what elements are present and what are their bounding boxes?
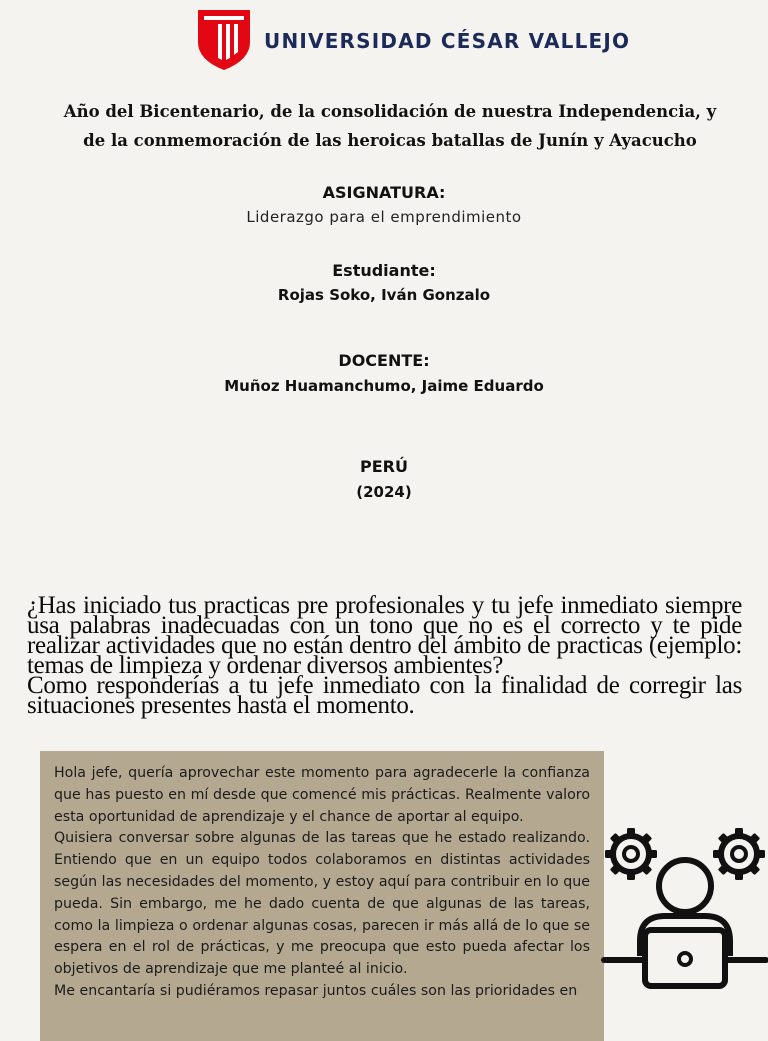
student-name: Rojas Soko, Iván Gonzalo bbox=[277, 286, 491, 304]
question-line-2: Como responderías a tu jefe inmediato con la finalidad de corregir las situaciones presentes hasta el momento. bbox=[27, 672, 742, 719]
person-laptop-gears-illustration bbox=[600, 826, 768, 1000]
ucv-shield-logo-icon bbox=[198, 8, 250, 70]
question-line-1: ¿Has iniciado tus practicas pre profesionales y tu jefe inmediato siempre usa palabras inadecuadas con un tono que no es el correcto y te pide realizar actividades que no están dentro del ámbito de practicas (ejemplo: temas de limpieza y ordenar diversos ambientes? bbox=[27, 592, 742, 679]
year-title-line-1: Año del Bicentenario, de la consolidación de nuestra Independencia, y bbox=[63, 102, 717, 121]
university-name: UNIVERSIDAD CÉSAR VALLEJO bbox=[264, 29, 631, 53]
official-year-title bbox=[20, 97, 760, 155]
answer-paragraph-2: Quisiera conversar sobre algunas de las tareas que he estado realizando. Entiendo que en un equipo todos colaboramos en distintas actividades según las necesidades del momento, y estoy aquí para contribuir en lo que pueda. Sin embargo, me he dado cuenta de que algunas de las tareas, como la limpieza o ordenar algunas cosas, parecen ir más allá de lo que se espera en el rol de prácticas, y me preocupa que esto pueda afectar los objetivos de aprendizaje que me planteé al inicio. bbox=[54, 830, 590, 978]
question-text bbox=[27, 592, 742, 719]
teacher-label: DOCENTE: bbox=[338, 351, 430, 370]
answer-card bbox=[40, 751, 604, 1041]
year-title-line-2: de la conmemoración de las heroicas batallas de Junín y Ayacucho bbox=[83, 131, 697, 150]
university-logo bbox=[198, 8, 630, 70]
answer-paragraph-3: Me encantaría si pudiéramos repasar juntos cuáles son las prioridades en bbox=[54, 982, 578, 999]
person-laptop-gears-icon bbox=[600, 826, 768, 996]
country: PERÚ bbox=[360, 457, 408, 476]
answer-paragraph-1: Hola jefe, quería aprovechar este momento para agradecerle la confianza que has puesto en mí desde que comencé mis prácticas. Realmente valoro esta oportunidad de aprendizaje y el chance de aportar al equipo. bbox=[54, 765, 590, 825]
teacher-name: Muñoz Huamanchumo, Jaime Eduardo bbox=[224, 377, 544, 395]
subject-label: ASIGNATURA: bbox=[322, 183, 446, 202]
student-label: Estudiante: bbox=[332, 261, 436, 280]
subject-value: Liderazgo para el emprendimiento bbox=[246, 208, 522, 226]
year: (2024) bbox=[356, 483, 412, 501]
answer-text bbox=[40, 751, 604, 1003]
